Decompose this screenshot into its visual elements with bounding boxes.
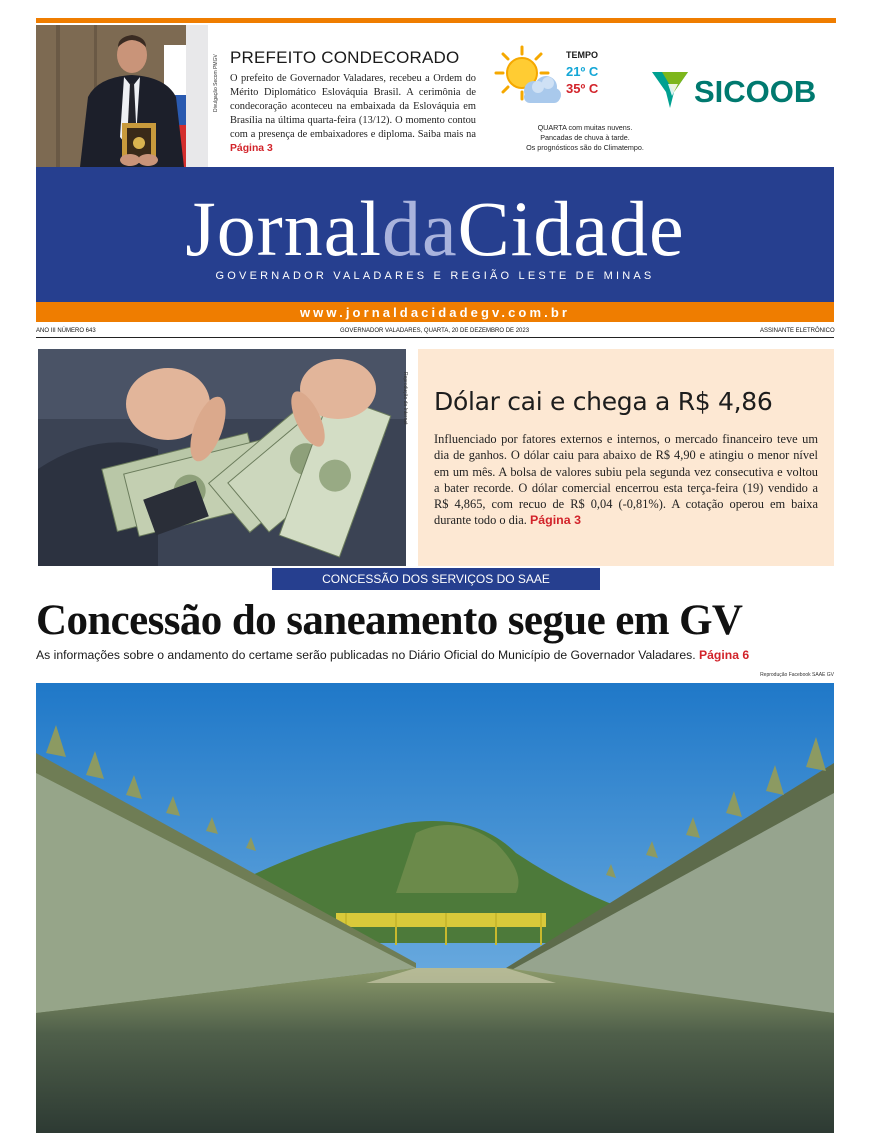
dollar-body-text: Influenciado por fatores externos e internos, o mercado financeiro teve um dia de ganhos. O dólar caiu para abaixo de R$ 4,90 e atingiu o menor nível em um mês. A bolsa de valores subiu pela segunda vez consecutiva e voltou a bater recorde. O dólar comercial encerrou esta terça-feira (19) vendido a R$ 4,865, com recuo de R$ 0,04 (-0,81%). A cotação operou em baixa durante todo o dia. bbox=[434, 432, 818, 528]
mayor-photo[interactable] bbox=[36, 25, 208, 167]
title-part-3: Cidade bbox=[457, 185, 685, 272]
edition-number: ANO III NÚMERO 643 bbox=[36, 328, 96, 334]
forecast-line-1: QUARTA com muitas nuvens. bbox=[537, 123, 633, 132]
dollar-page-link[interactable]: Página 3 bbox=[530, 513, 581, 528]
dollar-photo[interactable] bbox=[38, 349, 406, 566]
title-part-1: Jornal bbox=[185, 185, 383, 272]
dollar-photo-credit: Reprodução da Internet bbox=[402, 372, 408, 425]
dollar-story bbox=[418, 349, 834, 566]
top-orange-rule bbox=[36, 18, 836, 23]
subscriber-label: ASSINANTE ELETRÔNICO bbox=[760, 328, 835, 334]
edition-dateline: GOVERNADOR VALADARES, QUARTA, 20 DE DEZEMBRO DE 2023 bbox=[340, 328, 530, 334]
dollar-body bbox=[434, 431, 818, 529]
teaser-page-link[interactable]: Página 3 bbox=[230, 143, 273, 154]
url-bar bbox=[36, 302, 834, 322]
sicoob-logo[interactable] bbox=[650, 70, 832, 110]
dollar-photo-image bbox=[38, 349, 406, 566]
sun-cloud-icon bbox=[494, 45, 562, 109]
main-headline[interactable]: Concessão do saneamento segue em GV bbox=[36, 597, 743, 644]
dam-photo-image bbox=[36, 683, 834, 1133]
sicoob-logo-mark bbox=[650, 70, 832, 110]
website-link[interactable]: www.jornaldacidadegv.com.br bbox=[299, 305, 571, 320]
main-photo-credit: Reprodução Facebook SAAE GV bbox=[760, 672, 834, 678]
main-deck-text: As informações sobre o andamento do certame serão publicadas no Diário Oficial do Município de Governador Valadares. bbox=[36, 648, 696, 662]
weather-forecast bbox=[500, 123, 670, 153]
teaser-title[interactable]: PREFEITO CONDECORADO bbox=[230, 48, 460, 67]
teaser-body bbox=[230, 72, 476, 156]
weather-label: TEMPO bbox=[566, 50, 599, 60]
teaser-body-text: O prefeito de Governador Valadares, recebeu a Ordem do Mérito Diplomático Eslováquia Brasil. A cerimônia de condecoração aconteceu na embaixada da Eslováquia em Brasília na última quarta-feira (13/12). O momento contou com a presença de embaixadores e diploma. Saiba mais na bbox=[230, 73, 476, 140]
photo-credit: Divulgação Secom PMGV bbox=[213, 54, 219, 112]
sicoob-wordmark: SICOOB bbox=[694, 74, 817, 109]
main-page-link[interactable]: Página 6 bbox=[699, 648, 750, 662]
edition-rule bbox=[36, 337, 834, 338]
newspaper-title[interactable] bbox=[36, 185, 834, 272]
dam-photo[interactable] bbox=[36, 683, 834, 1133]
temp-min: 21º C bbox=[566, 64, 599, 79]
story-kicker: CONCESSÃO DOS SERVIÇOS DO SAAE bbox=[272, 568, 600, 590]
mayor-photo-image bbox=[36, 25, 208, 167]
temp-max: 35º C bbox=[566, 81, 599, 96]
forecast-line-2: Pancadas de chuva à tarde. bbox=[540, 133, 630, 142]
masthead bbox=[36, 167, 834, 302]
masthead-subtitle: GOVERNADOR VALADARES E REGIÃO LESTE DE MINAS bbox=[215, 270, 655, 282]
main-deck bbox=[36, 648, 836, 662]
title-part-2: da bbox=[382, 185, 458, 272]
dollar-headline[interactable]: Dólar cai e chega a R$ 4,86 bbox=[434, 387, 773, 416]
forecast-line-3: Os prognósticos são do Climatempo. bbox=[526, 143, 644, 152]
